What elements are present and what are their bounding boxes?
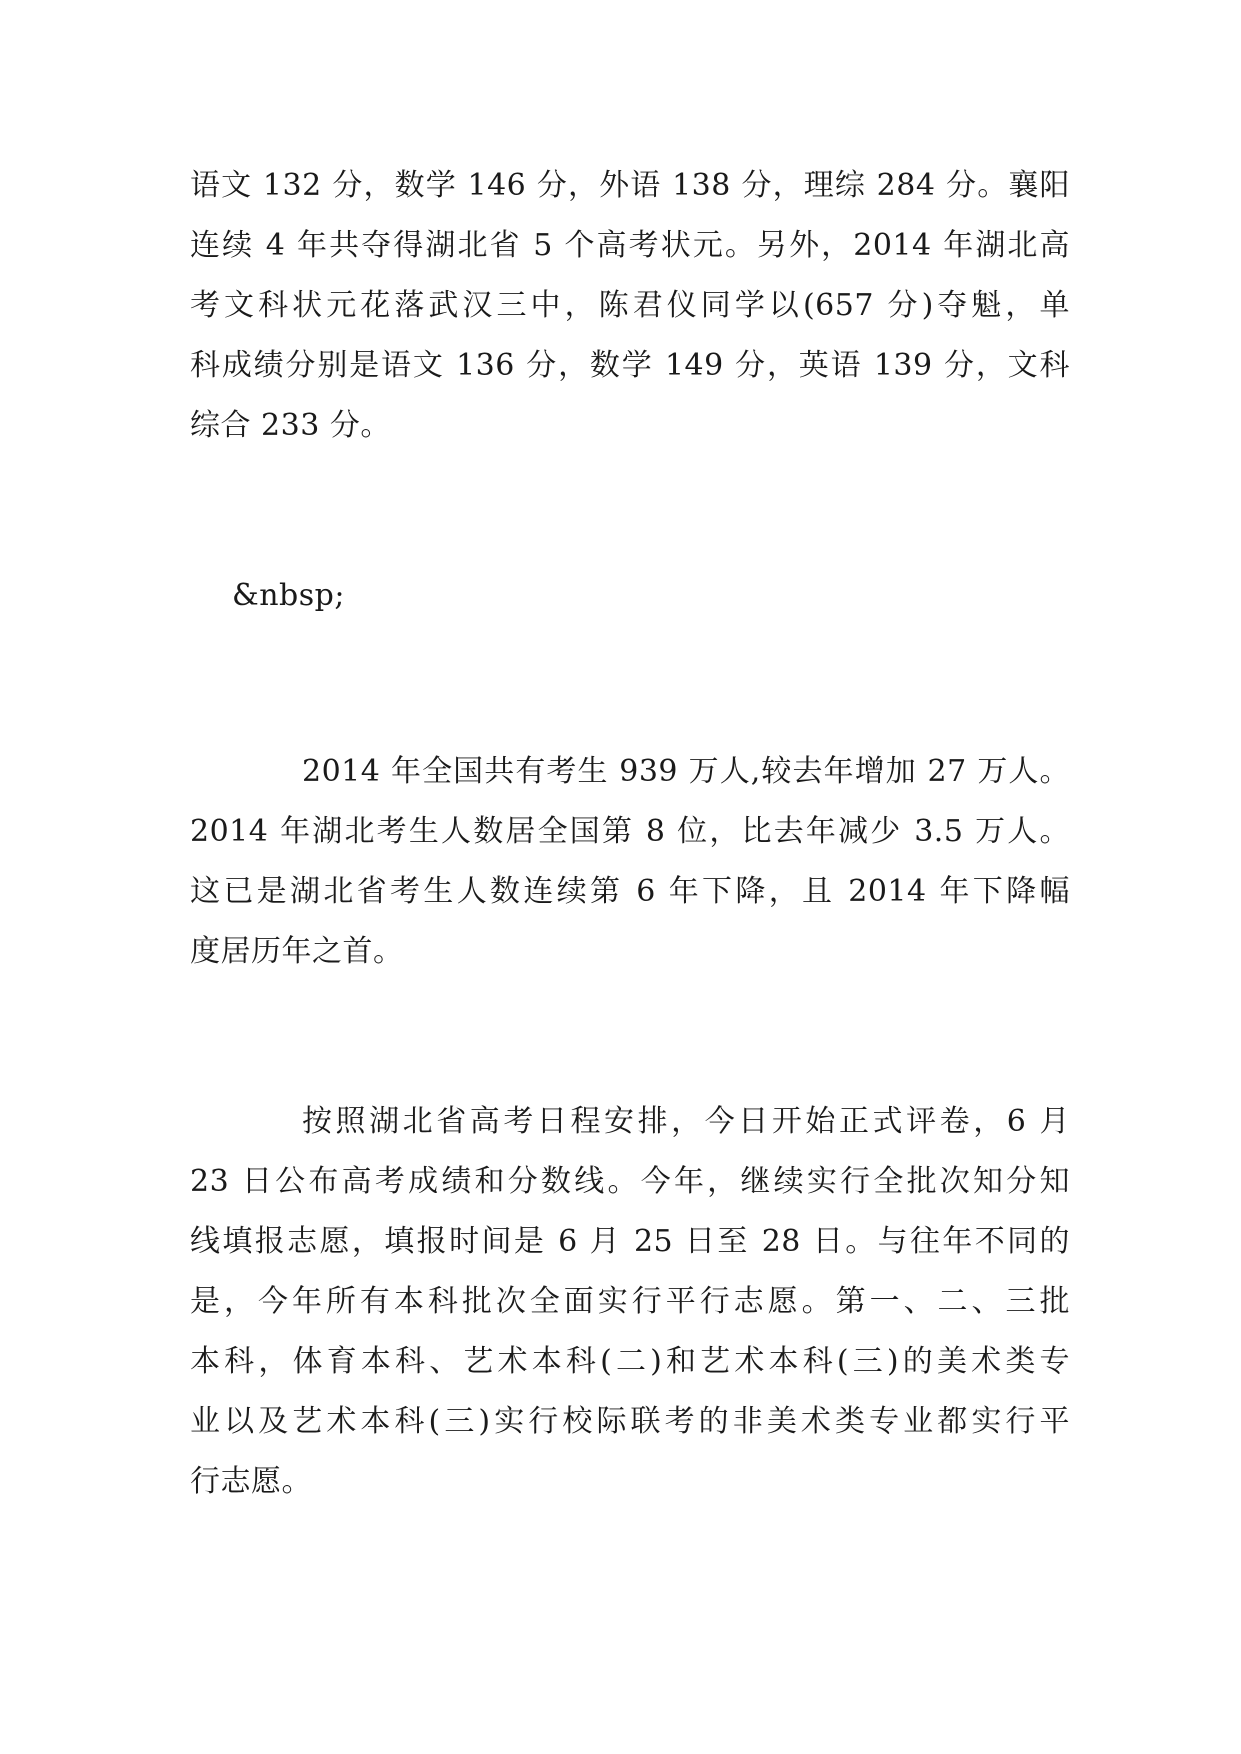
text-line: 科成绩分别是语文 136 分，数学 149 分，英语 139 分，文科 [190,348,1070,383]
text-line: 是，今年所有本科批次全面实行平行志愿。第一、二、三批 [190,1284,1070,1319]
text-line: 度居历年之首。 [190,934,404,969]
text-line: 这已是湖北省考生人数连续第 6 年下降，且 2014 年下降幅 [190,874,1070,909]
text-line: 综合 233 分。 [190,408,391,443]
text-line: 行志愿。 [190,1464,312,1499]
paragraph-examinee-numbers [190,742,1070,982]
text-line: 线填报志愿，填报时间是 6 月 25 日至 28 日。与往年不同的 [190,1224,1070,1259]
text-line: 本科，体育本科、艺术本科(二)和艺术本科(三)的美术类专 [190,1344,1070,1379]
paragraph-nbsp-artifact [232,566,1112,626]
text-line: 连续 4 年共夺得湖北省 5 个高考状元。另外，2014 年湖北高 [190,228,1070,263]
paragraph-gaokao-top-scores [190,156,1070,456]
text-line: 2014 年全国共有考生 939 万人,较去年增加 27 万人。 [302,754,1070,789]
text-line: &nbsp; [232,578,345,613]
text-line: 语文 132 分，数学 146 分，外语 138 分，理综 284 分。襄阳 [190,168,1070,203]
text-line: 按照湖北省高考日程安排，今日开始正式评卷，6 月 [302,1104,1070,1139]
text-line: 2014 年湖北考生人数居全国第 8 位，比去年减少 3.5 万人。 [190,814,1070,849]
text-line: 23 日公布高考成绩和分数线。今年，继续实行全批次知分知 [190,1164,1070,1199]
text-line: 业以及艺术本科(三)实行校际联考的非美术类专业都实行平 [190,1404,1070,1439]
paragraph-grading-schedule [190,1092,1070,1512]
text-line: 考文科状元花落武汉三中，陈君仪同学以(657 分)夺魁，单 [190,288,1070,323]
